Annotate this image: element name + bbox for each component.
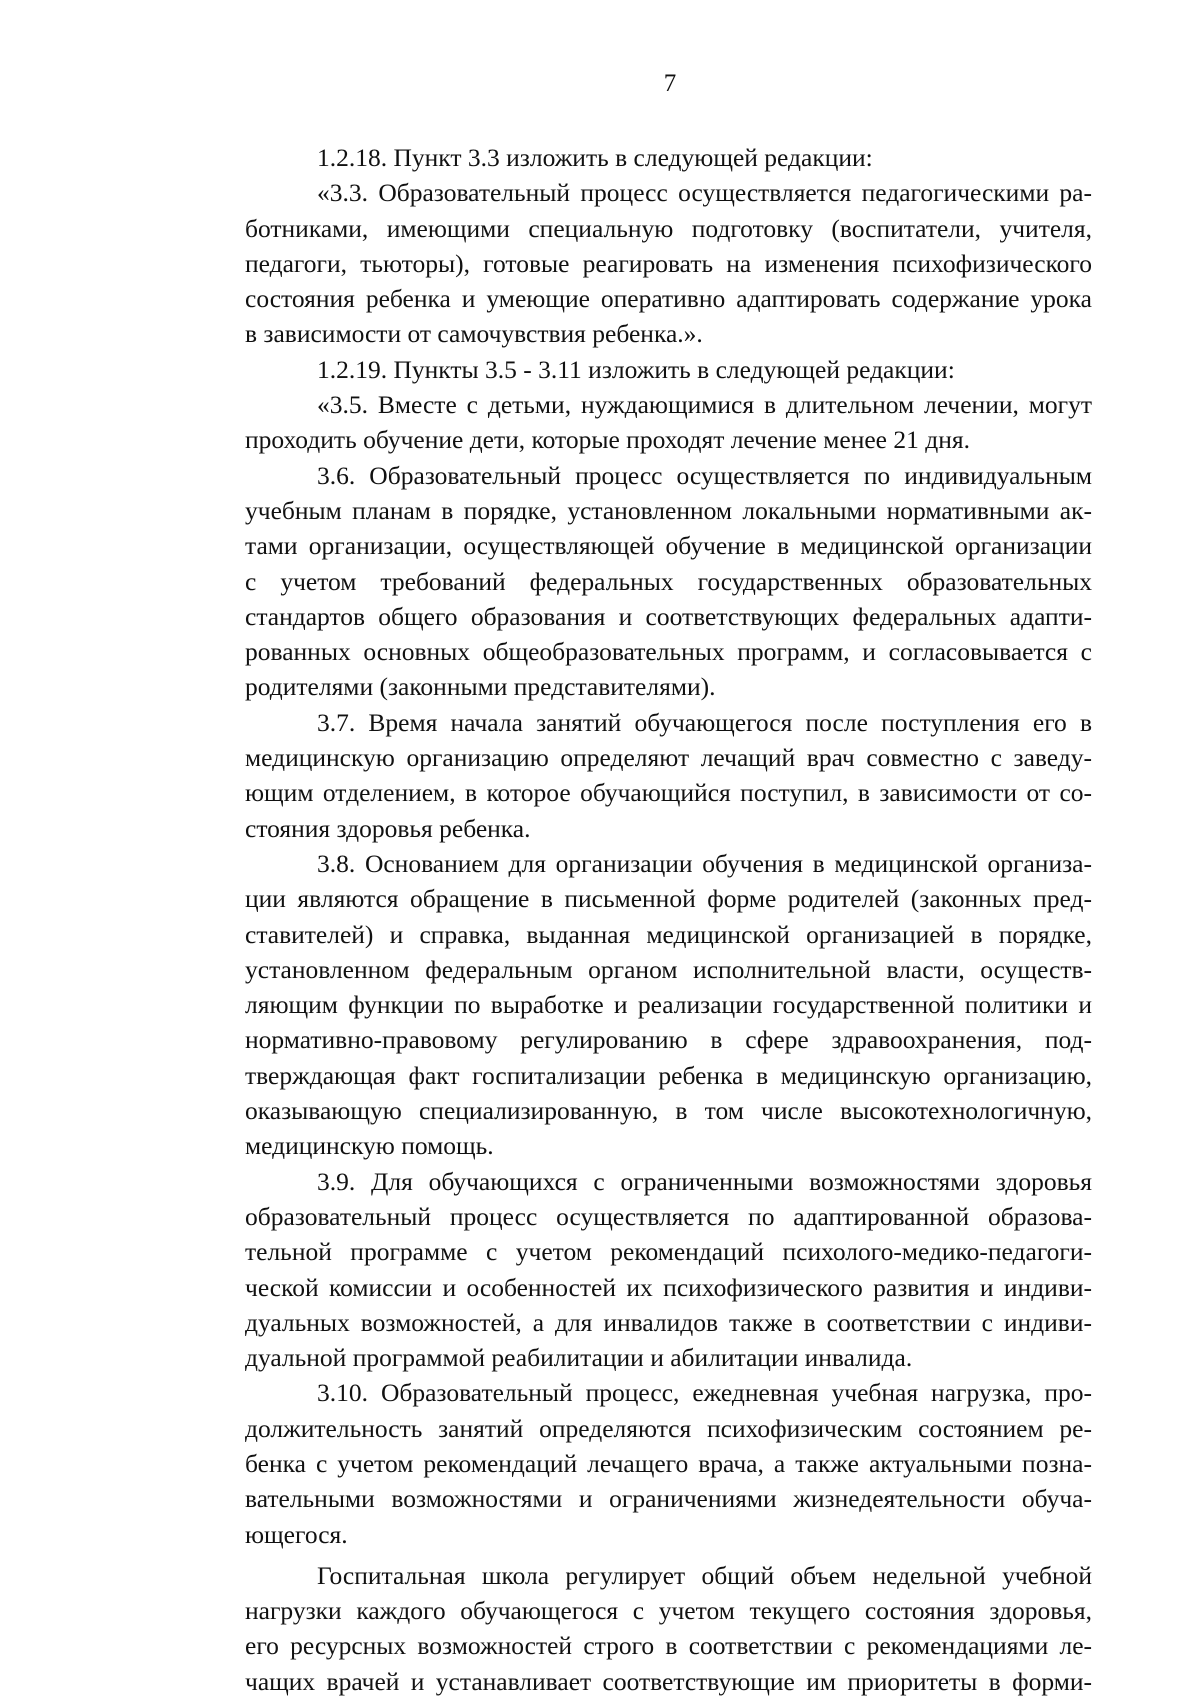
text-line: 1.2.19. Пункты 3.5 - 3.11 изложить в следующей редакции: xyxy=(317,354,955,384)
text-line: 3.10. Образовательный процесс, ежедневная учебная нагрузка, про- xyxy=(317,1378,1092,1408)
text-line: Госпитальная школа регулирует общий объем недельной учебной xyxy=(317,1560,1092,1590)
text-line: в зависимости от самочувствия ребенка.». xyxy=(245,319,703,349)
text-line: ставителей) и справка, выданная медицинской организацией в порядке, xyxy=(245,919,1092,949)
paragraph-3-7 xyxy=(173,705,1092,846)
text-line: дуальных возможностей, а для инвалидов также в соответствии с индиви- xyxy=(245,1307,1092,1337)
text-line: с учетом требований федеральных государственных образовательных xyxy=(245,566,1092,596)
text-line: установленном федеральным органом исполнительной власти, осуществ- xyxy=(245,954,1092,984)
text-line: тельной программе с учетом рекомендаций психолого-медико-педагоги- xyxy=(245,1237,1092,1267)
text-line: родителями (законными представителями). xyxy=(245,672,716,702)
text-line: ющегося. xyxy=(245,1519,348,1549)
page-number: 7 xyxy=(663,70,677,97)
text-line: стояния здоровья ребенка. xyxy=(245,813,531,843)
text-line: 3.6. Образовательный процесс осуществляется по индивидуальным xyxy=(317,460,1092,490)
text-line: ющим отделением, в которое обучающийся поступил, в зависимости от со- xyxy=(245,778,1092,808)
text-line: 3.8. Основанием для организации обучения в медицинской организа- xyxy=(317,848,1092,878)
paragraph-1-2-19 xyxy=(173,352,1092,387)
text-line: его ресурсных возможностей строго в соответствии с рекомендациями ле- xyxy=(245,1631,1092,1661)
text-line: ческой комиссии и особенностей их психофизического развития и индиви- xyxy=(245,1272,1092,1302)
paragraph-3-5 xyxy=(173,387,1092,458)
text-line: бенка с учетом рекомендаций лечащего врача, а также актуальными позна- xyxy=(245,1448,1092,1478)
text-line: 3.7. Время начала занятий обучающегося после поступления его в xyxy=(317,707,1092,737)
text-line: учебным планам в порядке, установленном локальными нормативными ак- xyxy=(245,495,1092,525)
text-line: «3.5. Вместе с детьми, нуждающимися в длительном лечении, могут xyxy=(317,390,1092,420)
paragraph-3-10 xyxy=(173,1375,1092,1551)
text-line: ляющим функции по выработке и реализации государственной политики и xyxy=(245,990,1092,1020)
text-line: стандартов общего образования и соответствующих федеральных адапти- xyxy=(245,601,1092,631)
text-line: дуальной программой реабилитации и абилитации инвалида. xyxy=(245,1343,913,1373)
text-line: проходить обучение дети, которые проходят лечение менее 21 дня. xyxy=(245,425,970,455)
text-line: 1.2.18. Пункт 3.3 изложить в следующей редакции: xyxy=(317,143,873,172)
text-line: рованных основных общеобразовательных программ, и согласовывается с xyxy=(245,637,1092,667)
text-line: ботниками, имеющими специальную подготовку (воспитатели, учителя, xyxy=(245,213,1092,243)
text-line: нагрузки каждого обучающегося с учетом текущего состояния здоровья, xyxy=(245,1596,1092,1626)
text-line: нормативно-правовому регулированию в сфере здравоохранения, под- xyxy=(245,1025,1092,1055)
paragraph-hospital-school xyxy=(173,1558,1092,1699)
text-line: педагоги, тьюторы), готовые реагировать на изменения психофизического xyxy=(245,248,1092,278)
paragraph-3-3 xyxy=(173,175,1092,351)
text-line: тами организации, осуществляющей обучение в медицинской организации xyxy=(245,531,1092,561)
paragraph-1-2-18 xyxy=(173,140,1092,175)
text-line: состояния ребенка и умеющие оперативно адаптировать содержание урока xyxy=(245,284,1092,314)
text-line: оказывающую специализированную, в том числе высокотехнологичную, xyxy=(245,1096,1092,1126)
text-line: чащих врачей и устанавливает соответствующие им приоритеты в форми- xyxy=(245,1666,1092,1696)
text-line: 3.9. Для обучающихся с ограниченными возможностями здоровья xyxy=(317,1166,1092,1196)
paragraph-3-9 xyxy=(173,1164,1092,1376)
paragraph-3-6 xyxy=(173,458,1092,705)
text-line: вательными возможностями и ограничениями жизнедеятельности обуча- xyxy=(245,1484,1092,1514)
text-line: образовательный процесс осуществляется по адаптированной образова- xyxy=(245,1201,1092,1231)
text-line: тверждающая факт госпитализации ребенка в медицинскую организацию, xyxy=(245,1060,1092,1090)
paragraph-3-8 xyxy=(173,846,1092,1164)
document-body xyxy=(173,140,1092,1699)
text-line: «3.3. Образовательный процесс осуществляется педагогическими ра- xyxy=(317,178,1092,208)
text-line: должительность занятий определяются психофизическим состоянием ре- xyxy=(245,1413,1092,1443)
text-line: медицинскую организацию определяют лечащий врач совместно с заведу- xyxy=(245,743,1092,773)
text-line: медицинскую помощь. xyxy=(245,1131,494,1161)
text-line: ции являются обращение в письменной форме родителей (законных пред- xyxy=(245,884,1092,914)
